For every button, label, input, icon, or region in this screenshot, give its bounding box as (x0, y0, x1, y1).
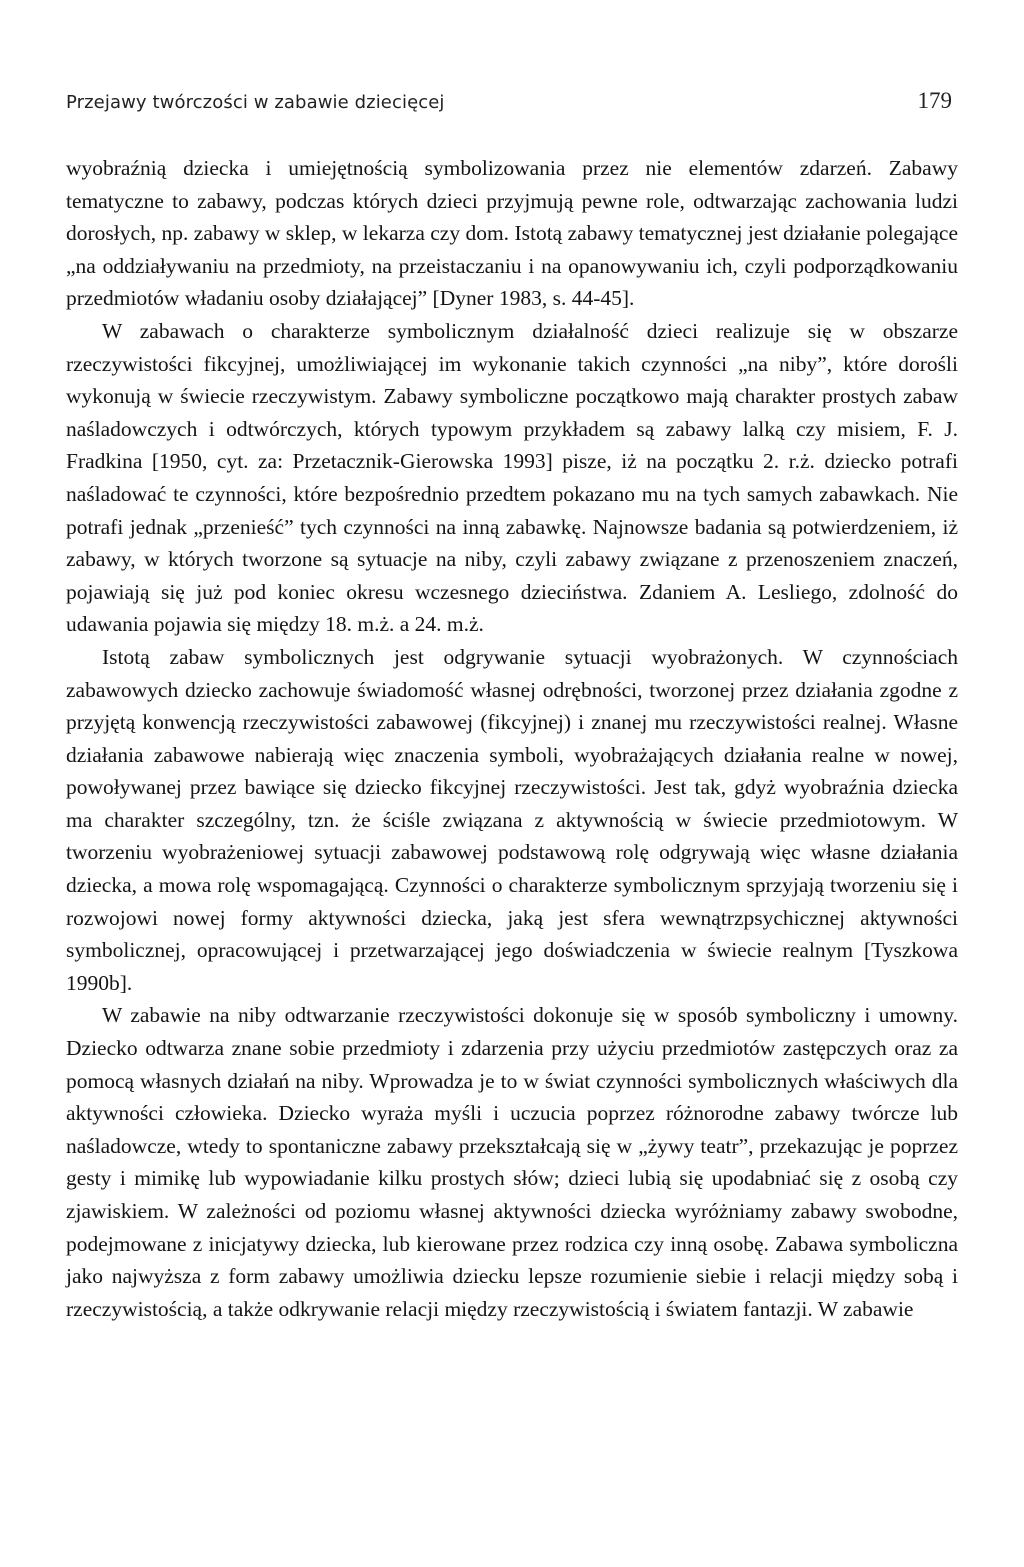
running-header (66, 88, 958, 128)
paragraph-pretend-play: W zabawie na niby odtwarzanie rzeczywistości dokonuje się w sposób symboliczny i umowny. Dziecko odtwarza znane sobie przedmioty i zdarzenia przy użyciu przedmiotów zastępczych oraz za pomocą własnych działań na niby. Wprowadza je to w świat czynności symbolicznych właściwych dla aktywności człowieka. Dziecko wyraża myśli i uczucia poprzez różnorodne zabawy twórcze lub naśladowcze, wtedy to spontaniczne zabawy przekształcają się w „żywy teatr”, przekazując je poprzez gesty i mimikę lub wypowiadanie kilku prostych słów; dzieci lubią się upodabniać się z osobą czy zjawiskiem. W zależności od poziomu własnej aktywności dziecka wyróżniamy zabawy swobodne, podejmowane z inicjatywy dziecka, lub kierowane przez rodzica czy inną osobę. Zabawa symboliczna jako najwyższa z form zabawy umożliwia dziecku lepsze rozumienie siebie i relacji między sobą i rzeczywistością, a także odkrywanie relacji między rzeczywistością i światem fantazji. W zabawie (66, 1003, 958, 1321)
book-page (66, 88, 958, 1325)
body-text (66, 152, 958, 1325)
running-title: Przejawy twórczości w zabawie dziecięcej (66, 92, 445, 113)
paragraph-symbolic-play: W zabawach o charakterze symbolicznym działalność dzieci realizuje się w obszarze rzeczywistości fikcyjnej, umożliwiającej im wykonanie takich czynności „na niby”, które dorośli wykonują w świecie rzeczywistym. Zabawy symboliczne początkowo mają charakter prostych zabaw naśladowczych i odtwórczych, których typowym przykładem są zabawy lalką czy misiem, F. J. Fradkina [1950, cyt. za: Przetacznik-Gierowska 1993] pisze, iż na początku 2. r.ż. dziecko potrafi naśladować te czynności, które bezpośrednio przedtem pokazano mu na tych samych zabawkach. Nie potrafi jednak „przenieść” tych czynności na inną zabawkę. Najnowsze badania są potwierdzeniem, iż zabawy, w których tworzone są sytuacje na niby, czyli zabawy związane z przenoszeniem znaczeń, pojawiają się już pod koniec okresu wczesnego dzieciństwa. Zdaniem A. Lesliego, zdolność do udawania pojawia się między 18. m.ż. a 24. m.ż. (66, 318, 958, 637)
page-number: 179 (917, 88, 952, 113)
paragraph-continuation: wyobraźnią dziecka i umiejętnością symbolizowania przez nie elementów zdarzeń. Zabawy tematyczne to zabawy, podczas których dzieci przyjmują pewne role, odtwarzając zachowania ludzi dorosłych, np. zabawy w sklep, w lekarza czy dom. Istotą zabawy tematycznej jest działanie polegające „na oddziaływaniu na przedmioty, na przeistaczaniu i na opanowywaniu ich, czyli podporządkowaniu przedmiotów władaniu osoby działającej” [Dyner 1983, s. 44-45]. (66, 156, 958, 311)
paragraph-essence-of-symbolic-play: Istotą zabaw symbolicznych jest odgrywanie sytuacji wyobrażonych. W czynnościach zabawowych dziecko zachowuje świadomość własnej odrębności, tworzonej przez działania zgodne z przyjętą konwencją rzeczywistości zabawowej (fikcyjnej) i znanej mu rzeczywistości realnej. Własne działania zabawowe nabierają więc znaczenia symboli, wyobrażających działania realne w nowej, powoływanej przez bawiące się dziecko fikcyjnej rzeczywistości. Jest tak, gdyż wyobraźnia dziecka ma charakter szczególny, tzn. że ściśle związana z aktywnością w świecie przedmiotowym. W tworzeniu wyobrażeniowej sytuacji zabawowej podstawową rolę odgrywają więc własne działania dziecka, a mowa rolę wspomagającą. Czynności o charakterze symbolicznym sprzyjają tworzeniu się i rozwojowi nowej formy aktywności dziecka, jaką jest sfera wewnątrzpsychicznej aktywności symbolicznej, opracowującej i przetwarzającej jego doświadczenia w świecie realnym [Tyszkowa 1990b]. (66, 644, 958, 995)
